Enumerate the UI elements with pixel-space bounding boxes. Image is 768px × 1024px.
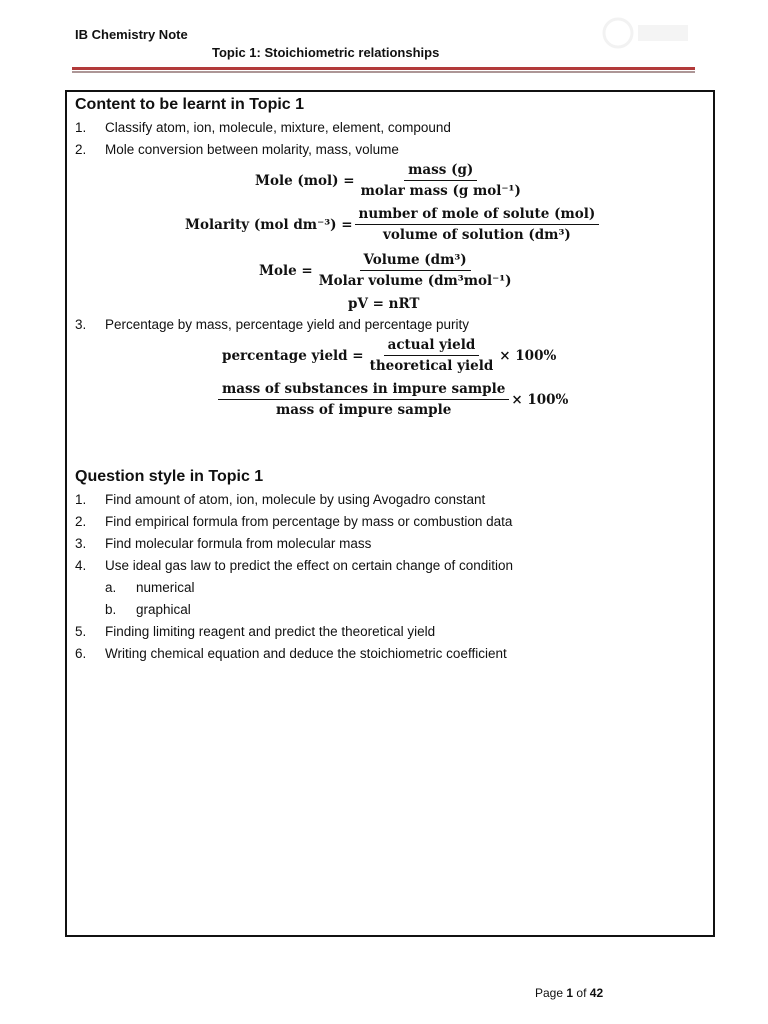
header-rule-shadow <box>72 71 695 73</box>
list-number: 1. <box>75 120 87 135</box>
list-item: Find empirical formula from percentage by mass or combustion data <box>105 514 513 529</box>
denominator: theoretical yield <box>369 358 494 374</box>
question-section-title: Question style in Topic 1 <box>75 468 264 485</box>
list-number: 2. <box>75 514 87 529</box>
denominator: mass of impure sample <box>276 402 452 418</box>
page-footer <box>535 986 603 1000</box>
numerator: number of mole of solute (mol) <box>355 206 600 225</box>
topic-title: Topic 1: Stoichiometric relationships <box>212 45 440 60</box>
fraction <box>315 252 516 289</box>
fraction <box>366 337 498 374</box>
denominator: Molar volume (dm³mol⁻¹) <box>318 273 512 289</box>
list-item: Finding limiting reagent and predict the theoretical yield <box>105 624 436 639</box>
document-title: IB Chemistry Note <box>75 27 188 42</box>
list-number: 4. <box>75 558 87 573</box>
denominator: molar mass (g mol⁻¹) <box>360 183 521 199</box>
content-section-title: Content to be learnt in Topic 1 <box>75 96 305 113</box>
formula-percentage-purity <box>216 381 568 418</box>
list-item: Mole conversion between molarity, mass, volume <box>105 142 399 157</box>
list-number: 6. <box>75 646 87 661</box>
list-number: 5. <box>75 624 87 639</box>
formula-lhs: percentage yield = <box>222 347 364 364</box>
numerator: mass (g) <box>404 162 477 181</box>
page-number: 1 <box>566 986 574 1000</box>
formula-mole-mass <box>255 162 527 199</box>
watermark-logo <box>598 5 693 55</box>
formula-rhs: × 100% <box>511 391 569 408</box>
numerator: actual yield <box>384 337 480 356</box>
list-number: 3. <box>75 536 87 551</box>
list-item: Writing chemical equation and deduce the stoichiometric coefficient <box>105 646 507 661</box>
list-item: Use ideal gas law to predict the effect on certain change of condition <box>105 558 514 573</box>
formula-lhs: Molarity (mol dm⁻³) = <box>185 216 353 233</box>
formula-lhs: Mole = <box>259 262 313 279</box>
list-number: 3. <box>75 317 87 332</box>
formula-rhs: × 100% <box>499 347 557 364</box>
list-item: Percentage by mass, percentage yield and percentage purity <box>105 317 469 332</box>
numerator: mass of substances in impure sample <box>218 381 509 400</box>
of-word: of <box>576 986 587 1000</box>
list-number: 1. <box>75 492 87 507</box>
formula-ideal-gas: pV = nRT <box>348 296 420 312</box>
page-word: Page <box>535 986 564 1000</box>
denominator: volume of solution (dm³) <box>383 227 571 243</box>
numerator: Volume (dm³) <box>360 252 471 271</box>
fraction <box>355 206 600 243</box>
list-item: Classify atom, ion, molecule, mixture, element, compound <box>105 120 451 135</box>
list-item: Find molecular formula from molecular mass <box>105 536 372 551</box>
formula-mole-volume <box>259 252 518 289</box>
total-pages: 42 <box>589 986 604 1000</box>
formula-molarity <box>185 206 601 243</box>
fraction <box>357 162 525 199</box>
sublist-item: graphical <box>136 602 191 617</box>
header-rule <box>72 67 695 70</box>
sublist-item: numerical <box>136 580 195 595</box>
formula-lhs: Mole (mol) = <box>255 172 355 189</box>
list-item: Find amount of atom, ion, molecule by using Avogadro constant <box>105 492 486 507</box>
fraction <box>218 381 509 418</box>
list-number: 2. <box>75 142 87 157</box>
sublist-letter: b. <box>105 602 117 617</box>
formula-percentage-yield <box>222 337 556 374</box>
sublist-letter: a. <box>105 580 117 595</box>
